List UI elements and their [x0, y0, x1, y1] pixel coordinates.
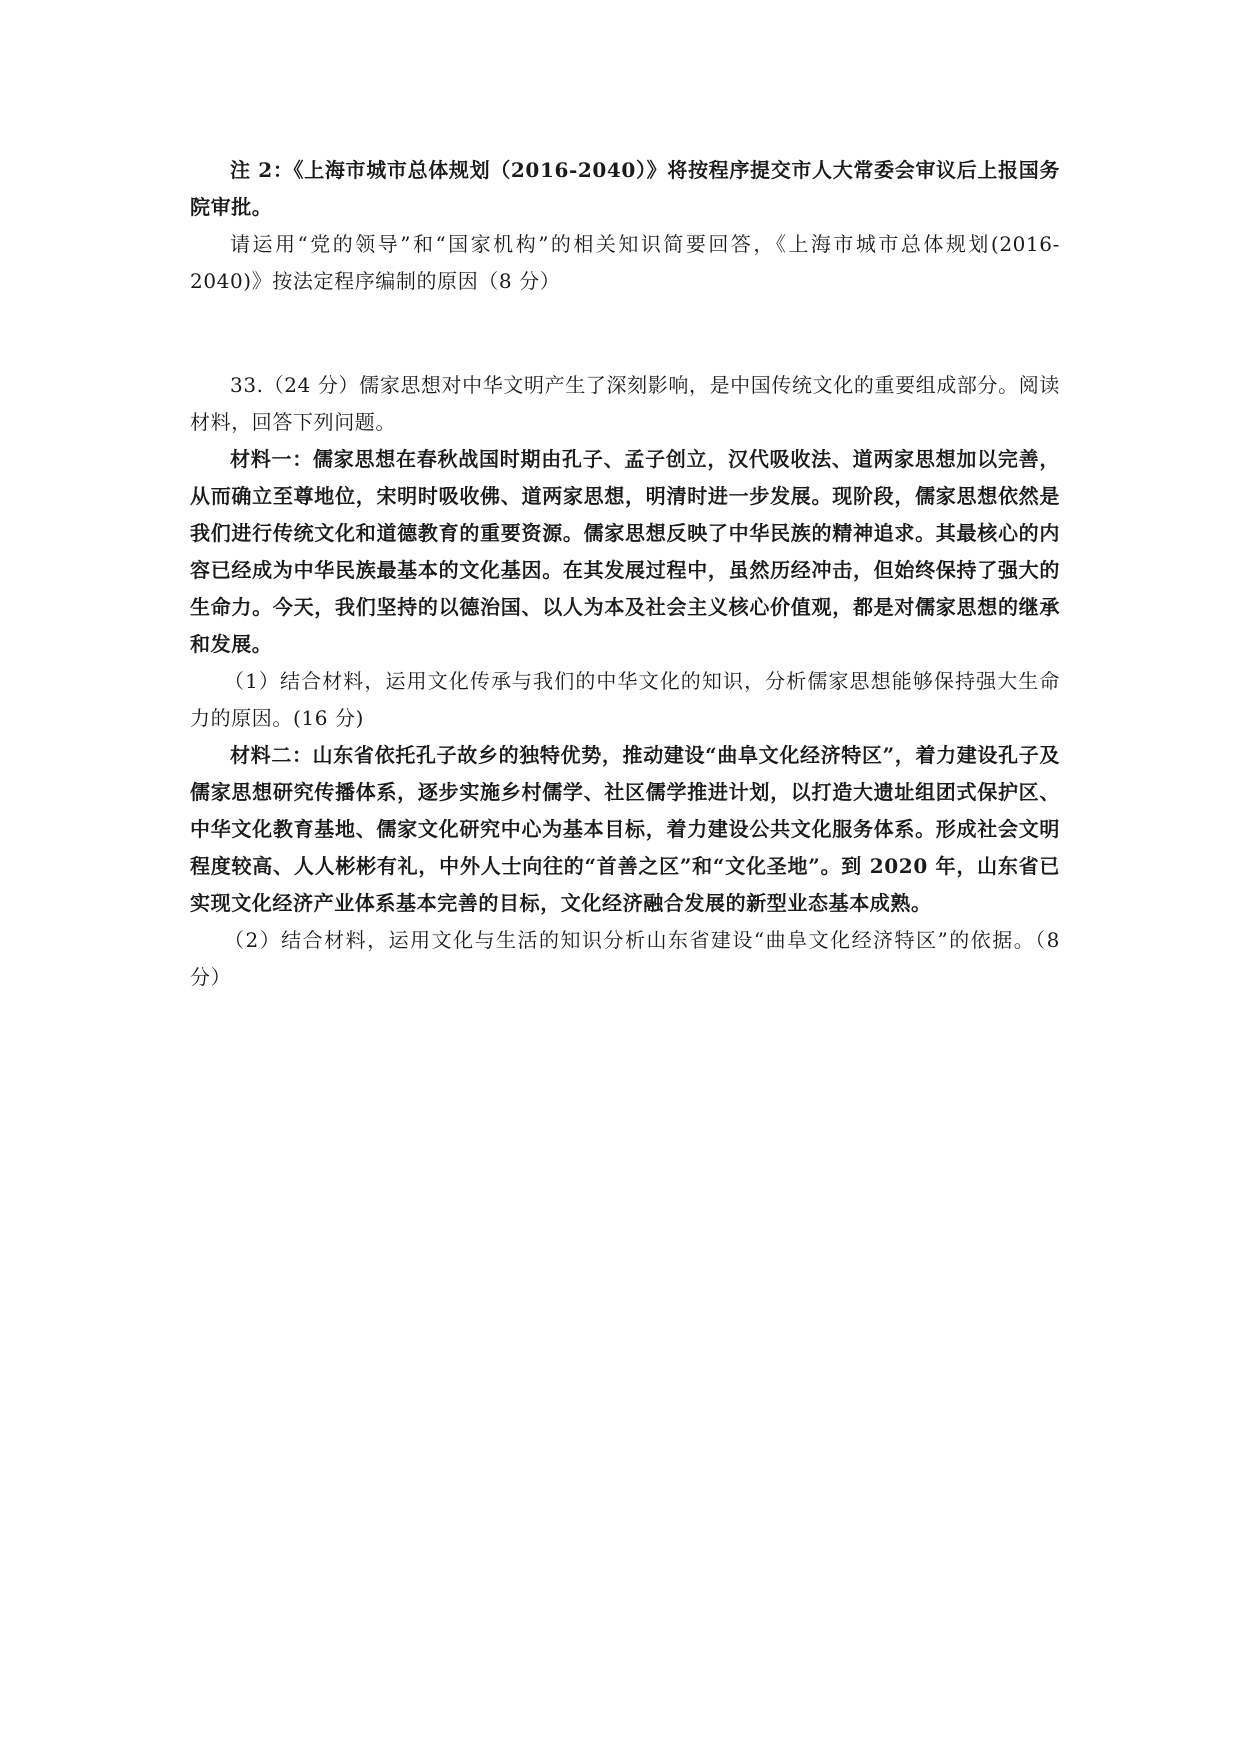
question-33-intro: 33.（24 分）儒家思想对中华文明产生了深刻影响，是中国传统文化的重要组成部分。阅读材料，回答下列问题。 — [190, 373, 1060, 434]
material-1-paragraph: 材料一：儒家思想在春秋战国时期由孔子、孟子创立，汉代吸收法、道两家思想加以完善，从而确立至尊地位，宋明时吸收佛、道两家思想，明清时进一步发展。现阶段，儒家思想依然是我们进行传统文化和道德教育的重要资源。儒家思想反映了中华民族的精神追求。其最核心的内容已经成为中华民族最基本的文化基因。在其发展过程中，虽然历经冲击，但始终保持了强大的生命力。今天，我们坚持的以德治国、以人为本及社会主义核心价值观，都是对儒家思想的继承和发展。 — [190, 447, 1060, 656]
note-2-paragraph: 注 2：《上海市城市总体规划（2016-2040）》将按程序提交市人大常委会审议后上报国务院审批。 — [190, 158, 1060, 219]
material-2-paragraph: 材料二：山东省依托孔子故乡的独特优势，推动建设“曲阜文化经济特区”，着力建设孔子及儒家思想研究传播体系，逐步实施乡村儒学、社区儒学推进计划，以打造大遗址组团式保护区、中华文化教育基地、儒家文化研究中心为基本目标，着力建设公共文化服务体系。形成社会文明程度较高、人人彬彬有礼，中外人士向往的“首善之区”和“文化圣地”。到 2020 年，山东省已实现文化经济产业体系基本完善的目标，文化经济融合发展的新型业态基本成熟。 — [190, 743, 1060, 915]
sub-question-2: （2）结合材料，运用文化与生活的知识分析山东省建设“曲阜文化经济特区”的依据。（8 分） — [190, 928, 1060, 989]
question-32-prompt: 请运用“党的领导”和“国家机构”的相关知识简要回答，《上海市城市总体规划(2016-2040)》按法定程序编制的原因（8 分） — [190, 232, 1060, 293]
section-spacer — [190, 300, 1060, 367]
document-page — [190, 152, 1060, 996]
sub-question-1: （1）结合材料，运用文化传承与我们的中华文化的知识，分析儒家思想能够保持强大生命力的原因。(16 分) — [190, 669, 1060, 730]
